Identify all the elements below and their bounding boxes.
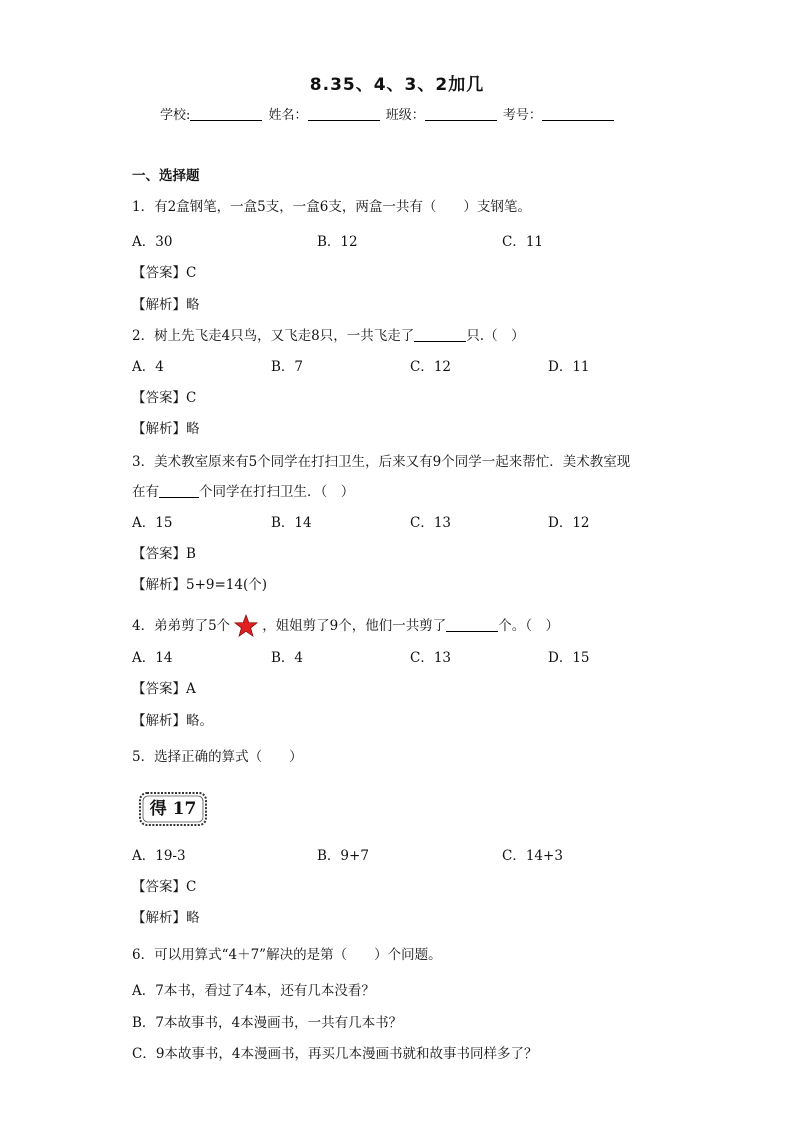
q4-option-a: A．14 [132,650,173,666]
q4-analysis: 【解析】略。 [132,713,213,729]
q3-answer: 【答案】B [132,546,196,562]
q4-stem-middle: ，姐姐剪了9个，他们一共剪了 [262,618,447,634]
q1-option-a: A．30 [132,234,173,250]
q2-option-a: A．4 [132,359,164,375]
q2-stem [132,328,525,344]
exam-no-label: 考号： [502,108,542,123]
q3-stem-line1: 3．美术教室原来有5个同学在打扫卫生，后来又有9个同学一起来帮忙．美术教室现 [132,454,631,470]
school-blank[interactable] [190,107,262,121]
q3-option-c: C．13 [410,515,452,531]
q4-answer-blank [446,618,498,632]
q1-option-c: C．11 [502,234,544,250]
q3-stem-line2-end: 个同学在打扫卫生．（ ） [199,484,355,500]
section-title: 一、选择题 [132,168,200,184]
q4-option-c: C．13 [410,650,452,666]
q3-option-b: B．14 [271,515,312,531]
q3-stem-line2-start: 在有 [132,484,159,500]
q3-stem-line2 [132,484,354,500]
q6-option-a: A．7本书，看过了4本，还有几本没看？ [132,983,375,999]
q5-option-a: A．19-3 [132,848,186,864]
q5-stem: 5．选择正确的算式（ ） [132,749,303,765]
q5-option-c: C．14+3 [502,848,563,864]
name-label: 姓名： [268,108,308,123]
stamp-text: 得 17 [149,799,197,819]
student-info-line [160,104,640,123]
q2-stem-end: 只.（ ） [466,328,525,344]
q2-analysis: 【解析】略 [132,421,200,437]
q1-analysis: 【解析】略 [132,297,200,313]
q2-answer-blank [414,328,466,342]
class-blank[interactable] [425,107,497,121]
q5-answer: 【答案】C [132,879,197,895]
q4-stem-start: 4．弟弟剪了5个 [132,618,231,634]
q6-option-b: B．7本故事书，4本漫画书，一共有几本书？ [132,1015,403,1031]
class-label: 班级： [385,108,425,123]
q3-option-d: D．12 [548,515,590,531]
star-icon [234,614,258,642]
q2-stem-start: 2．树上先飞走4只鸟，又飞走8只，一共飞走了 [132,328,415,344]
q5-analysis: 【解析】略 [132,910,200,926]
q2-option-b: B．7 [271,359,304,375]
page-title: 8.35、4、3、2加几 [309,75,485,95]
q6-stem: 6．可以用算式“4＋7”解决的是第（ ）个问题。 [132,947,442,963]
school-label: 学校: [160,108,191,123]
q2-option-c: C．12 [410,359,452,375]
q1-answer: 【答案】C [132,265,197,281]
result-stamp [137,790,209,828]
exam-no-blank[interactable] [542,107,614,121]
q2-option-d: D．11 [548,359,590,375]
q6-option-c: C．9本故事书，4本漫画书，再买几本漫画书就和故事书同样多了？ [132,1046,538,1062]
q4-option-d: D．15 [548,650,590,666]
q3-analysis: 【解析】5+9=14(个) [132,577,268,593]
q4-answer: 【答案】A [132,681,196,697]
q5-option-b: B．9+7 [317,848,369,864]
q3-answer-blank [159,484,199,498]
q4-stem [132,614,559,642]
q3-option-a: A．15 [132,515,173,531]
q1-stem: 1．有2盒钢笔，一盒5支，一盒6支，两盒一共有（ ）支钢笔。 [132,199,531,215]
q4-stem-end: 个。（ ） [498,618,560,634]
q4-option-b: B．4 [271,650,304,666]
q2-answer: 【答案】C [132,390,197,406]
q1-option-b: B．12 [317,234,358,250]
name-blank[interactable] [308,107,380,121]
